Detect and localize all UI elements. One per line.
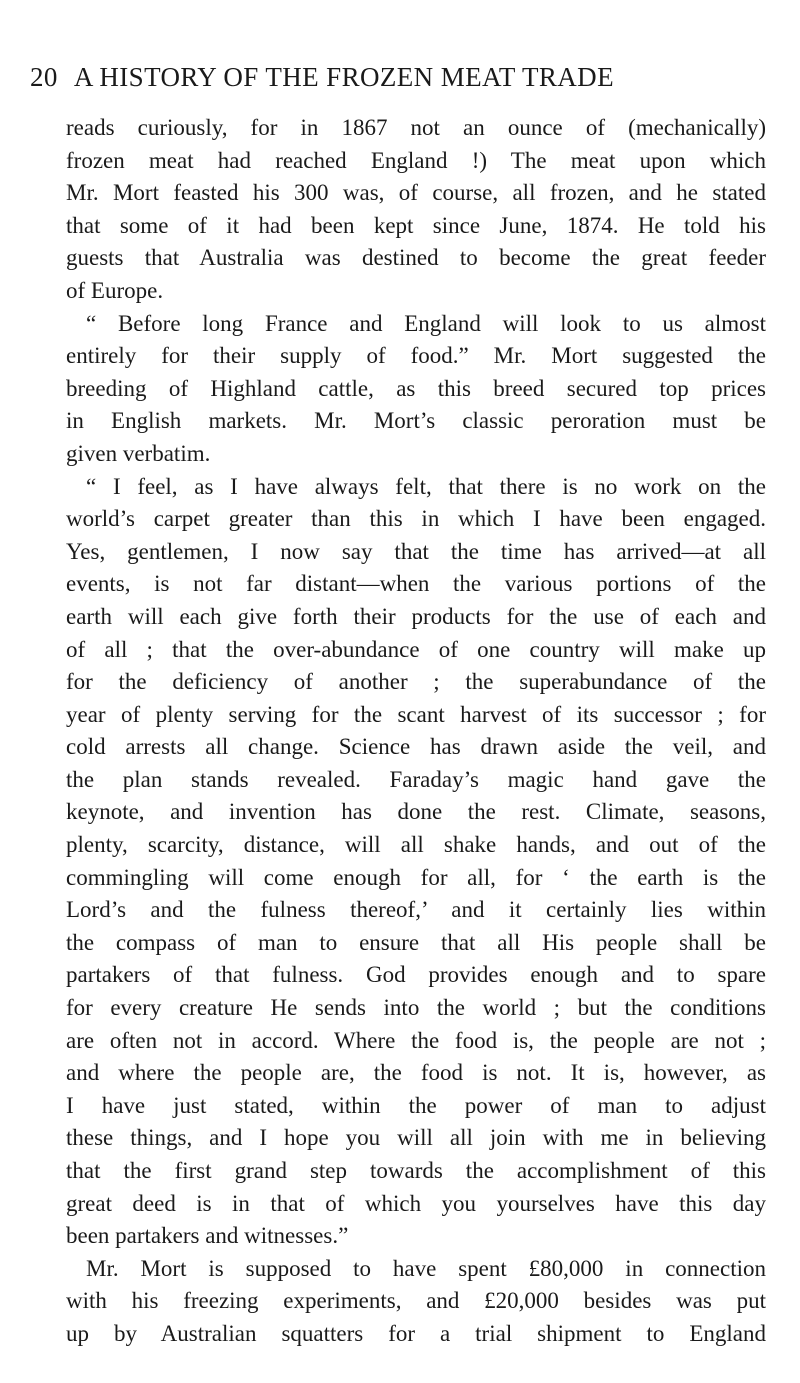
body-text <box>66 112 766 1351</box>
text-line: Yes, gentlemen, I now say that the time has arrived—at all <box>66 538 766 564</box>
text-line: Mr. Mort feasted his 300 was, of course, all frozen, and he stated <box>66 180 766 206</box>
text-line: Mr. Mort is supposed to have spent £80,000 in connection <box>86 1255 766 1281</box>
text-line: in English markets. Mr. Mort’s classic peroration must be <box>66 408 766 434</box>
text-line: cold arrests all change. Science has drawn aside the veil, and <box>66 734 766 760</box>
text-line: “ I feel, as I have always felt, that there is no work on the <box>86 473 766 499</box>
text-line: of Europe. <box>66 277 164 303</box>
text-line: year of plenty serving for the scant harvest of its successor ; for <box>66 701 766 727</box>
text-line: events, is not far distant—when the various portions of the <box>66 571 766 597</box>
text-line: entirely for their supply of food.” Mr. Mort suggested the <box>66 343 766 369</box>
text-line: for the deficiency of another ; the superabundance of the <box>66 669 766 695</box>
text-line: “ Before long France and England will look to us almost <box>86 310 766 336</box>
page-number: 20 <box>30 62 58 92</box>
text-line: guests that Australia was destined to become the great feeder <box>66 245 766 271</box>
text-line: given verbatim. <box>66 440 211 466</box>
text-line: that some of it had been kept since June, 1874. He told his <box>66 212 766 238</box>
text-line: I have just stated, within the power of man to adjust <box>66 1092 766 1118</box>
text-line: and where the people are, the food is not. It is, however, as <box>66 1060 766 1086</box>
text-line: commingling will come enough for all, for ‘ the earth is the <box>66 864 766 890</box>
text-line: keynote, and invention has done the rest. Climate, seasons, <box>66 799 766 825</box>
text-line: partakers of that fulness. God provides enough and to spare <box>66 962 766 988</box>
text-line: world’s carpet greater than this in which I have been engaged. <box>66 506 766 532</box>
text-line: up by Australian squatters for a trial shipment to England <box>66 1320 766 1346</box>
text-line: the plan stands revealed. Faraday’s magic hand gave the <box>66 766 766 792</box>
text-line: reads curiously, for in 1867 not an ounce of (mechanically) <box>66 115 766 140</box>
text-line: Lord’s and the fulness thereof,’ and it certainly lies within <box>66 897 766 923</box>
running-head <box>30 62 770 93</box>
text-line: that the first grand step towards the accomplishment of this <box>66 1158 766 1183</box>
text-line: are often not in accord. Where the food is, the people are not ; <box>66 1027 766 1053</box>
running-title: A HISTORY OF THE FROZEN MEAT TRADE <box>73 62 614 92</box>
text-line: for every creature He sends into the world ; but the conditions <box>66 995 766 1021</box>
text-line: of all ; that the over-abundance of one country will make up <box>66 636 766 662</box>
text-line: frozen meat had reached England !) The meat upon which <box>66 147 766 173</box>
text-line: plenty, scarcity, distance, will all shake hands, and out of the <box>66 832 766 858</box>
text-line: with his freezing experiments, and £20,000 besides was put <box>66 1288 766 1314</box>
text-line: breeding of Highland cattle, as this breed secured top prices <box>66 375 766 401</box>
text-line: these things, and I hope you will all join with me in believing <box>66 1125 766 1151</box>
text-line: the compass of man to ensure that all His people shall be <box>66 929 766 955</box>
text-line: great deed is in that of which you yourselves have this day <box>66 1190 766 1216</box>
text-line: been partakers and witnesses.” <box>66 1223 349 1249</box>
text-line: earth will each give forth their products for the use of each and <box>66 603 766 629</box>
